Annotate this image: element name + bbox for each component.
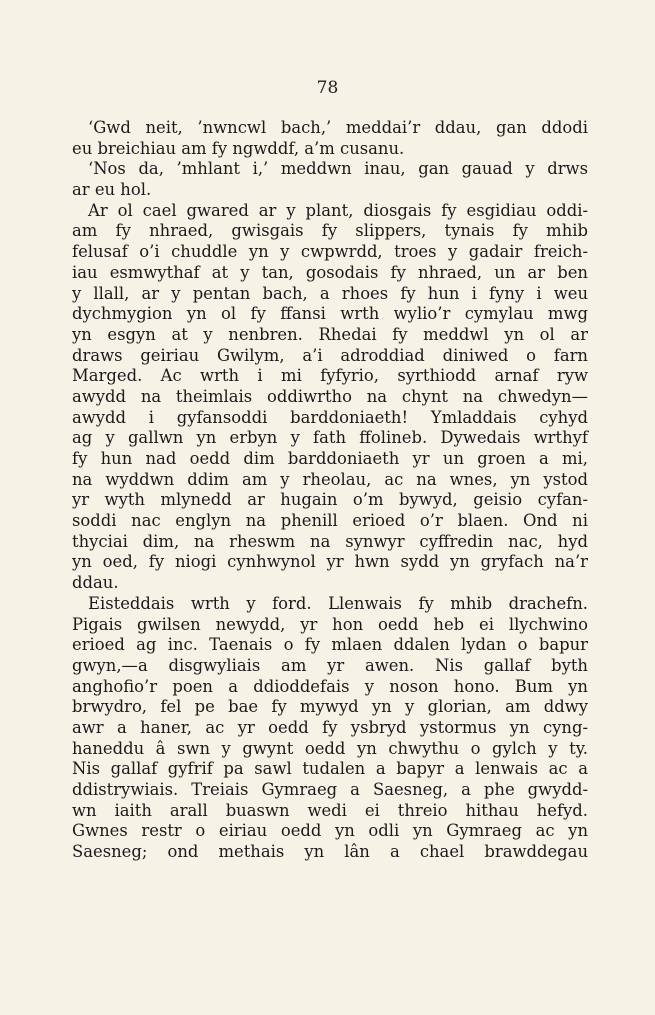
text-line: yn esgyn at y nenbren. Rhedai fy meddwl yn ol ar (72, 324, 588, 344)
text-line: awydd i gyfansoddi barddoniaeth! Ymladdais cyhyd (72, 407, 588, 427)
text-line: felusaf o’i chuddle yn y cwpwrdd, troes y gadair freich- (72, 242, 588, 262)
text-line: na wyddwn ddim am y rheolau, ac na wnes, yn ystod (72, 469, 588, 489)
page-number: 78 (316, 78, 339, 98)
body-text (72, 118, 588, 863)
text-line: draws geiriau Gwilym, a’i adroddiad diniwed o farn (72, 345, 588, 365)
text-line: thyciai dim, na rheswm na synwyr cyffredin nac, hyd (72, 531, 588, 551)
text-line: erioed ag inc. Taenais o fy mlaen ddalen lydan o bapur (72, 635, 588, 655)
text-line: gwyn,—a disgwyliais am yr awen. Nis gallaf byth (72, 655, 588, 675)
text-line: Ar ol cael gwared ar y plant, diosgais fy esgidiau oddi- (88, 200, 588, 220)
text-line: awr a haner, ac yr oedd fy ysbryd ystormus yn cyng- (72, 717, 588, 737)
text-line: anghofio’r poen a ddioddefais y noson hono. Bum yn (72, 676, 588, 696)
text-line: fy hun nad oedd dim barddoniaeth yr un groen a mi, (72, 449, 588, 468)
text-line: wn iaith arall buaswn wedi ei threio hithau hefyd. (72, 800, 588, 820)
text-line: iau esmwythaf at y tan, gosodais fy nhraed, un ar ben (72, 262, 588, 282)
text-line: yr wyth mlynedd ar hugain o’m bywyd, geisio cyfan- (72, 490, 588, 510)
text-line: Marged. Ac wrth i mi fyfyrio, syrthiodd arnaf ryw (72, 366, 588, 386)
text-line: haneddu â swn y gwynt oedd yn chwythu o gylch y ty. (72, 738, 588, 758)
text-line: y llall, ar y pentan bach, a rhoes fy hun i fyny i weu (72, 283, 588, 303)
text-line: brwydro, fel pe bae fy mywyd yn y glorian, am ddwy (72, 697, 588, 717)
text-line: awydd na theimlais oddiwrtho na chynt na chwedyn— (72, 386, 588, 406)
text-line: dychmygion yn ol fy ffansi wrth wylio’r cymylau mwg (72, 304, 588, 324)
text-line: soddi nac englyn na phenill erioed o’r blaen. Ond ni (72, 511, 588, 531)
text-line: yn oed, fy niogi cynhwynol yr hwn sydd yn gryfach na’r (72, 552, 588, 572)
text-line: Nis gallaf gyfrif pa sawl tudalen a bapyr a lenwais ac a (72, 759, 588, 779)
text-line: ddistrywiais. Treiais Gymraeg a Saesneg, a phe gwydd- (72, 780, 588, 799)
text-line: ag y gallwn yn erbyn y fath ffolineb. Dywedais wrthyf (72, 428, 588, 448)
text-line: eu breichiau am fy ngwddf, a’m cusanu. (72, 138, 405, 158)
text-line: Pigais gwilsen newydd, yr hon oedd heb ei llychwino (72, 614, 588, 634)
text-line: ‘Nos da, ’mhlant i,’ meddwn inau, gan gauad y drws (88, 159, 588, 179)
text-line: Saesneg; ond methais yn lân a chael brawddegau (72, 842, 588, 862)
text-line: Gwnes restr o eiriau oedd yn odli yn Gymraeg ac yn (72, 821, 588, 841)
text-line: ar eu hol. (72, 180, 152, 200)
text-line: am fy nhraed, gwisgais fy slippers, tynais fy mhib (72, 221, 588, 241)
text-line: ddau. (72, 573, 119, 593)
text-line: Eisteddais wrth y ford. Llenwais fy mhib drachefn. (88, 593, 588, 613)
text-line: ‘Gwd neit, ’nwncwl bach,’ meddai’r ddau, gan ddodi (88, 118, 588, 137)
